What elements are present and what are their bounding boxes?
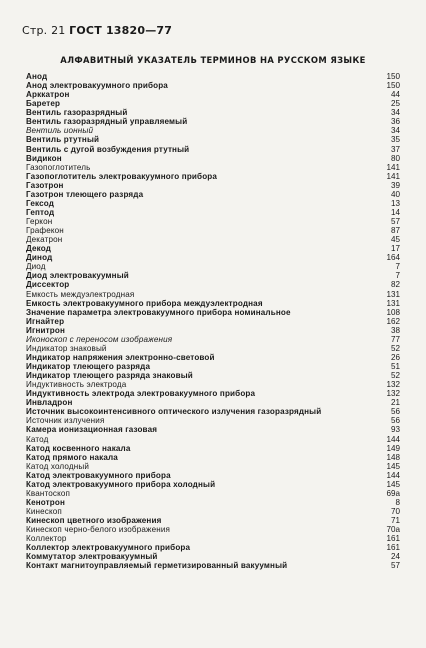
index-entry-page: 51 (390, 362, 400, 371)
index-entry (26, 90, 400, 99)
index-entry-term: Вентиль ионный (26, 126, 94, 136)
index-entry-term: Газотрон тлеющего разряда (26, 189, 144, 199)
index-entry-page: 38 (390, 325, 400, 335)
index-entry (26, 235, 400, 244)
index-entry-term: Газотрон (26, 180, 64, 190)
index-entry (26, 81, 400, 90)
index-entry (26, 498, 400, 507)
index-entry-term: Баретер (26, 99, 61, 109)
index-entry-page: 21 (390, 398, 400, 408)
index-entry (26, 145, 400, 154)
index-entry-page: 57 (390, 561, 400, 571)
index-entry-term: Катод холодный (26, 461, 89, 471)
index-entry-page: 87 (390, 226, 400, 236)
index-entry-page: 70 (390, 507, 400, 516)
index-entry-term: Диод электровакуумный (26, 271, 129, 281)
index-entry-page: 161 (386, 543, 400, 553)
index-entry (26, 380, 400, 389)
index-entry-page: 14 (390, 207, 400, 217)
index-entry (26, 326, 400, 335)
index-entry-term: Кинескоп цветного изображения (26, 516, 162, 526)
index-entry-page: 145 (386, 479, 400, 489)
index-entry (26, 407, 400, 416)
index-entry-term: Вентиль газоразрядный управляемый (26, 117, 188, 127)
index-entry-term: Игнитрон (26, 325, 65, 335)
index-entry (26, 190, 400, 199)
index-entry-page: 144 (386, 470, 400, 480)
index-entry-page: 37 (390, 144, 400, 154)
index-entry (26, 290, 400, 299)
index-entry-term: Источник высокоинтенсивного оптического излучения газоразрядный (26, 407, 322, 417)
index-entry-page: 145 (386, 461, 400, 471)
index-entry-page: 71 (390, 516, 400, 526)
index-entry-term: Иконоскоп с переносом изображения (26, 334, 173, 344)
index-entry-page: 39 (390, 180, 400, 190)
index-entry-term: Кинескоп черно-белого изображения (26, 525, 171, 535)
index-entry-page: 57 (390, 217, 400, 226)
index-entry-term: Геркон (26, 217, 53, 226)
index-entry-page: 141 (386, 171, 400, 181)
index-entry (26, 117, 400, 126)
index-entry-term: Динод (26, 253, 53, 263)
index-entry (26, 208, 400, 217)
index-entry-page: 82 (390, 280, 400, 290)
index-entry (26, 462, 400, 471)
index-entry-page: 56 (390, 416, 400, 426)
index-entry-page: 150 (386, 72, 400, 81)
index-entry-term: Вентиль ртутный (26, 135, 100, 145)
index-entry (26, 344, 400, 353)
index-entry-term: Емкость междуэлектродная (26, 289, 135, 299)
index-entry-term: Источник излучения (26, 416, 105, 426)
index-entry-page: 8 (395, 497, 400, 507)
index-entry-term: Гексод (26, 198, 54, 208)
index-entry (26, 561, 400, 570)
index-entry (26, 172, 400, 181)
index-entry-term: Катод электровакуумного прибора (26, 470, 171, 480)
page-header (22, 24, 172, 37)
index-entry-page: 141 (386, 162, 400, 172)
index-entry-page: 44 (390, 90, 400, 100)
index-entry-term: Арккатрон (26, 90, 70, 100)
index-entry-page: 132 (386, 389, 400, 399)
index-entry (26, 525, 400, 534)
index-entry-term: Газопоглотитель (26, 162, 91, 172)
index-entry-term: Камера ионизационная газовая (26, 425, 158, 435)
index-entry-page: 69а (386, 488, 400, 498)
index-entry-page: 132 (386, 380, 400, 390)
index-entry-page: 80 (390, 153, 400, 163)
index-entry (26, 317, 400, 326)
index-entry-term: Игнайтер (26, 316, 65, 326)
index-entry (26, 280, 400, 289)
index-entry (26, 154, 400, 163)
index-entry-page: 131 (386, 298, 400, 308)
index-entry-term: Газопоглотитель электровакуумного прибора (26, 171, 218, 181)
index-entry-page: 164 (386, 253, 400, 263)
index-entry (26, 398, 400, 407)
index-entry-page: 24 (390, 552, 400, 562)
index-entry (26, 453, 400, 462)
index-entry (26, 271, 400, 280)
index-entry (26, 253, 400, 262)
index-entry-page: 26 (390, 352, 400, 362)
index-entry (26, 262, 400, 271)
term-index-list (26, 72, 400, 570)
index-entry (26, 516, 400, 525)
index-entry (26, 371, 400, 380)
index-entry-term: Анод электровакуумного прибора (26, 81, 168, 91)
index-entry-page: 34 (390, 126, 400, 136)
index-entry-page: 7 (395, 262, 400, 272)
index-entry-term: Индикатор знаковый (26, 343, 107, 353)
index-entry-page: 34 (390, 108, 400, 118)
index-entry-term: Катод косвенного накала (26, 443, 131, 453)
index-entry-term: Значение параметра электровакуумного прибора номинальное (26, 307, 291, 317)
index-entry-term: Декатрон (26, 235, 63, 245)
index-entry (26, 489, 400, 498)
index-entry (26, 135, 400, 144)
index-entry (26, 389, 400, 398)
index-entry (26, 308, 400, 317)
index-entry-term: Коллектор электровакуумного прибора (26, 543, 191, 553)
index-entry (26, 435, 400, 444)
index-entry-page: 93 (390, 425, 400, 435)
index-entry-term: Квантоскоп (26, 488, 71, 498)
index-entry-term: Видикон (26, 153, 62, 163)
index-entry-term: Индуктивность электрода (26, 380, 127, 390)
index-entry-page: 56 (390, 407, 400, 417)
index-entry-page: 36 (390, 117, 400, 127)
index-entry (26, 217, 400, 226)
index-entry-page: 149 (386, 443, 400, 453)
index-entry-page: 40 (390, 189, 400, 199)
index-entry (26, 335, 400, 344)
index-entry-page: 108 (386, 307, 400, 317)
index-entry (26, 425, 400, 434)
index-entry-page: 13 (390, 198, 400, 208)
index-entry (26, 444, 400, 453)
index-entry-term: Катод (26, 434, 49, 444)
index-entry (26, 108, 400, 117)
index-entry (26, 99, 400, 108)
index-entry (26, 471, 400, 480)
index-entry (26, 244, 400, 253)
index-entry (26, 507, 400, 516)
index-entry-term: Графекон (26, 226, 64, 236)
index-entry (26, 126, 400, 135)
index-entry-term: Гептод (26, 207, 55, 217)
index-entry-term: Индикатор тлеющего разряда знаковый (26, 371, 193, 381)
index-entry-page: 7 (395, 271, 400, 281)
index-entry (26, 534, 400, 543)
index-entry (26, 480, 400, 489)
index-entry-term: Анод (26, 72, 48, 81)
index-entry (26, 552, 400, 561)
standard-code: ГОСТ 13820—77 (69, 24, 173, 37)
index-entry-page: 150 (386, 81, 400, 91)
index-entry (26, 299, 400, 308)
index-entry (26, 163, 400, 172)
index-entry-term: Инвладрон (26, 398, 73, 408)
page-number: Стр. 21 (22, 24, 66, 37)
index-entry-term: Кинескоп (26, 507, 62, 516)
index-entry-page: 52 (390, 343, 400, 353)
index-entry-term: Диод (26, 262, 46, 272)
index-entry (26, 416, 400, 425)
index-entry-term: Контакт магнитоуправляемый герметизированный вакуумный (26, 561, 288, 571)
index-entry-page: 70а (386, 525, 400, 535)
index-entry-term: Декод (26, 244, 52, 254)
index-entry-page: 148 (386, 452, 400, 462)
index-entry-term: Индуктивность электрода электровакуумного прибора (26, 389, 256, 399)
index-entry-term: Кенотрон (26, 497, 66, 507)
index-title: АЛФАВИТНЫЙ УКАЗАТЕЛЬ ТЕРМИНОВ НА РУССКОМ ЯЗЫКЕ (60, 55, 366, 65)
index-entry-page: 45 (390, 235, 400, 245)
index-entry-term: Диссектор (26, 280, 70, 290)
index-entry-term: Коммутатор электровакуумный (26, 552, 158, 562)
index-entry (26, 226, 400, 235)
index-entry-page: 52 (390, 371, 400, 381)
index-entry-page: 131 (386, 289, 400, 299)
index-entry-term: Катод прямого накала (26, 452, 118, 462)
index-entry-term: Катод электровакуумного прибора холодный (26, 479, 216, 489)
index-entry-term: Индикатор напряжения электронно-световой (26, 352, 215, 362)
index-entry (26, 543, 400, 552)
index-entry-term: Емкость электровакуумного прибора междуэлектродная (26, 298, 263, 308)
index-entry-term: Коллектор (26, 534, 67, 544)
index-entry (26, 353, 400, 362)
index-entry-page: 35 (390, 135, 400, 145)
index-entry-page: 17 (390, 244, 400, 254)
index-entry-page: 77 (390, 334, 400, 344)
index-entry-term: Вентиль газоразрядный (26, 108, 128, 118)
index-entry (26, 362, 400, 371)
index-entry (26, 181, 400, 190)
index-entry-term: Вентиль с дугой возбуждения ртутный (26, 144, 190, 154)
index-entry (26, 72, 400, 81)
index-entry-page: 25 (390, 99, 400, 109)
index-entry-page: 144 (386, 434, 400, 444)
index-entry-page: 162 (386, 316, 400, 326)
index-entry-page: 161 (386, 534, 400, 544)
index-entry-term: Индикатор тлеющего разряда (26, 362, 151, 371)
index-entry (26, 199, 400, 208)
